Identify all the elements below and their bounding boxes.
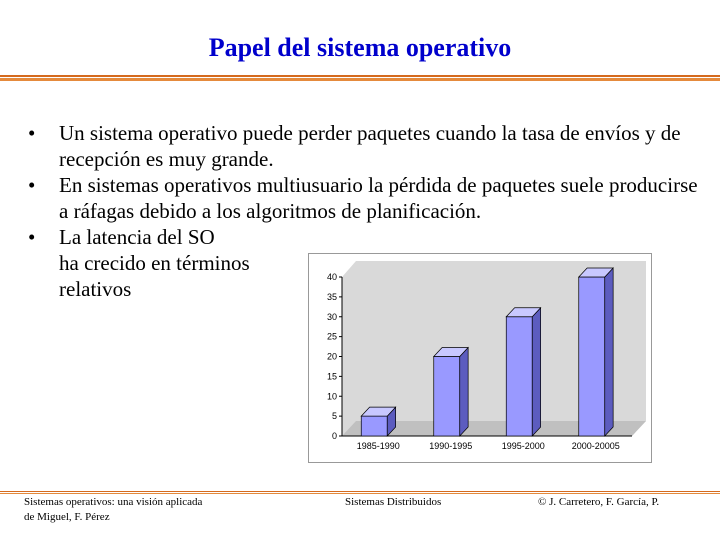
bar-side [460, 348, 468, 437]
bar-front [434, 357, 460, 437]
y-tick-label: 15 [326, 371, 337, 382]
bullet-item [28, 120, 708, 172]
y-tick-label: 0 [331, 431, 337, 441]
chart-svg [308, 253, 652, 463]
latency-chart [308, 253, 652, 463]
title-divider [0, 75, 720, 81]
bar-2000-20005 [579, 268, 613, 436]
bullet-item [28, 172, 708, 224]
footer-book-credit: Sistemas operativos: una visión aplicada de Miguel, F. Pérez [24, 496, 203, 523]
bar-front [579, 277, 605, 436]
footer-copyright: © J. Carretero, F. García, P. [538, 496, 660, 508]
x-tick-label: 1990-1995 [429, 441, 473, 451]
bullet-icon: • [28, 225, 36, 249]
bar-1995-2000 [506, 308, 540, 436]
bullet-icon: • [28, 173, 36, 197]
y-tick-label: 5 [331, 411, 337, 422]
y-tick-label: 25 [326, 331, 337, 342]
bar-front [361, 416, 387, 436]
x-tick-label: 1995-2000 [501, 441, 545, 451]
y-tick-label: 35 [326, 291, 337, 302]
footer-course: Sistemas Distribuidos [345, 496, 442, 508]
bar-1985-1990 [361, 407, 395, 436]
bar-front [506, 317, 532, 436]
bar-side [532, 308, 540, 436]
bullet-text: Un sistema operativo puede perder paquetes cuando la tasa de envíos y de recepción es muy grande. [59, 121, 681, 171]
y-tick-label: 20 [326, 351, 337, 362]
bullet-text: La latencia del SO ha crecido en términos relativos [59, 225, 250, 301]
y-tick-label: 30 [326, 311, 337, 322]
y-tick-label: 40 [326, 272, 337, 282]
y-tick-label: 10 [326, 391, 337, 402]
slide-title: Papel del sistema operativo [208, 33, 512, 62]
x-tick-label: 1985-1990 [356, 441, 400, 451]
footer-divider [0, 491, 720, 494]
bullet-icon: • [28, 121, 36, 145]
bullet-text: En sistemas operativos multiusuario la pérdida de paquetes suele producirse a ráfagas debido a los algoritmos de planificación. [59, 173, 698, 223]
bar-1990-1995 [434, 348, 468, 437]
x-tick-label: 2000-20005 [571, 441, 620, 451]
bar-side [605, 268, 613, 436]
